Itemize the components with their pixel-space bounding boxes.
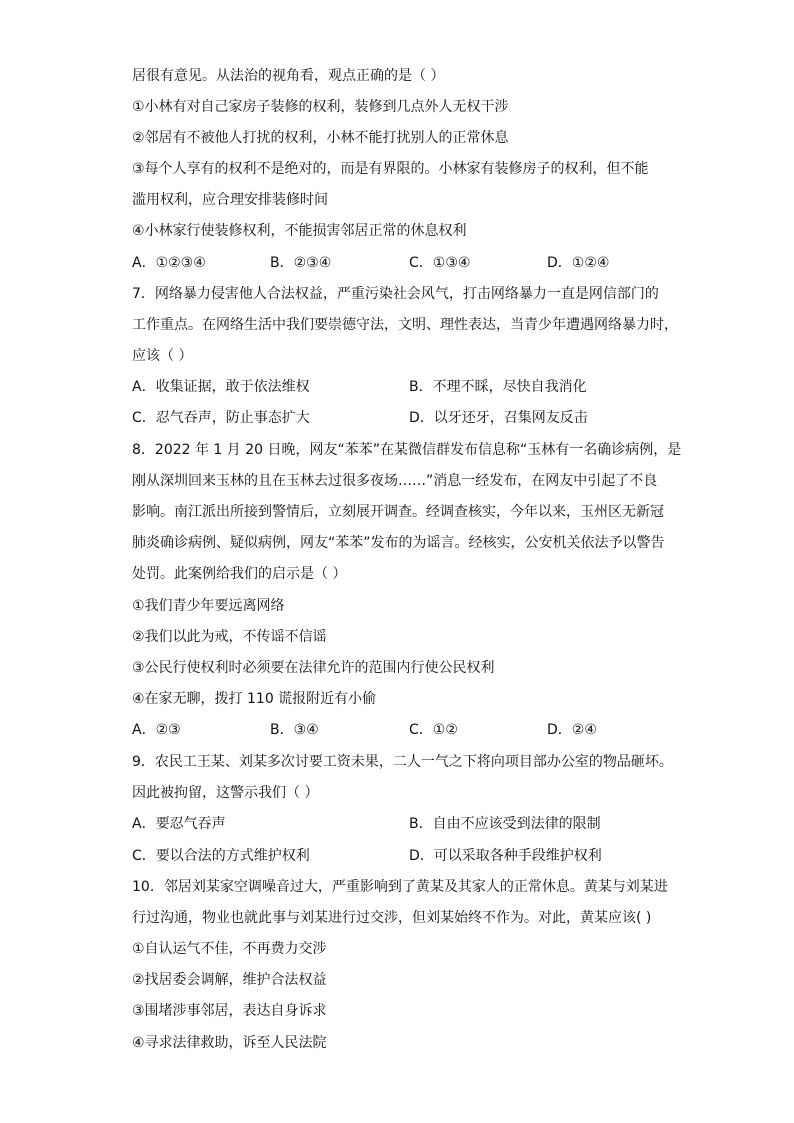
q8-option-a: A．②③ bbox=[132, 722, 181, 738]
q6-option-d: D．①②④ bbox=[547, 255, 610, 271]
q10-statement-1: ①自认运气不佳，不再费力交涉 bbox=[132, 941, 327, 957]
q8-option-d: D．②④ bbox=[547, 722, 597, 738]
q7-stem-line-3: 应该（ ） bbox=[132, 348, 193, 364]
q10-statement-3: ③围堵涉事邻居，表达自身诉求 bbox=[132, 1003, 327, 1019]
q6-option-b: B．②③④ bbox=[270, 255, 332, 271]
q9-stem-line-1: 9．农民工王某、刘某多次讨要工资未果，二人一气之下将向项目部办公室的物品砸坏。 bbox=[132, 754, 673, 770]
q6-option-c: C．①③④ bbox=[409, 255, 471, 271]
q10-stem-line-2: 行过沟通，物业也就此事与刘某进行过交涉，但刘某始终不作为。对此，黄某应该( ) bbox=[132, 910, 652, 926]
q8-stem-line-2: 刚从深圳回来玉林的且在玉林去过很多夜场……”消息一经发布，在网友中引起了不良 bbox=[132, 473, 658, 489]
q8-stem-line-4: 肺炎确诊病例、疑似病例，网友“苯苯”发布的为谣言。经核实，公安机关依法予以警告 bbox=[132, 535, 665, 551]
q7-option-d: D．以牙还牙，召集网友反击 bbox=[409, 410, 588, 426]
q7-stem-line-1: 7．网络暴力侵害他人合法权益，严重污染社会风气，打击网络暴力一直是网信部门的 bbox=[132, 286, 659, 302]
q10-stem-line-1: 10．邻居刘某家空调噪音过大，严重影响到了黄某及其家人的正常休息。黄某与刘某进 bbox=[132, 879, 668, 895]
q8-stem-line-1: 8．2022 年 1 月 20 日晚，网友“苯苯”在某微信群发布信息称“玉林有一名确诊病例，是 bbox=[132, 442, 682, 458]
q7-stem-line-2: 工作重点。在网络生活中我们要崇德守法，文明、理性表达，当青少年遭遇网络暴力时， bbox=[132, 317, 678, 333]
q6-statement-3-cont: 滥用权利，应合理安排装修时间 bbox=[132, 192, 328, 208]
q6-statement-3: ③每个人享有的权利不是绝对的，而是有界限的。小林家有装修房子的权利，但不能 bbox=[132, 161, 649, 177]
q7-option-b: B．不理不睬，尽快自我消化 bbox=[409, 379, 587, 395]
q7-option-c: C．忍气吞声，防止事态扩大 bbox=[132, 410, 310, 426]
q8-stem-line-5: 处罚。此案例给我们的启示是（ ） bbox=[132, 566, 347, 582]
q7-option-a: A．收集证据，敢于依法维权 bbox=[132, 379, 310, 395]
q6-statement-2: ②邻居有不被他人打扰的权利，小林不能打扰别人的正常休息 bbox=[132, 130, 509, 146]
q9-stem-line-2: 因此被拘留，这警示我们（ ） bbox=[132, 785, 319, 801]
q8-stem-line-3: 影响。南江派出所接到警情后，立刻展开调查。经调查核实，今年以来，玉州区无新冠 bbox=[132, 504, 664, 520]
q10-statement-2: ②找居委会调解，维护合法权益 bbox=[132, 972, 327, 988]
q6-statement-4: ④小林家行使装修权利，不能损害邻居正常的休息权利 bbox=[132, 223, 467, 239]
q9-option-b: B．自由不应该受到法律的限制 bbox=[409, 816, 601, 832]
q9-option-d: D．可以采取各种手段维护权利 bbox=[409, 848, 602, 864]
q8-statement-4: ④在家无聊，拨打 110 谎报附近有小偷 bbox=[132, 691, 377, 707]
q8-statement-1: ①我们青少年要远离网络 bbox=[132, 598, 285, 614]
q8-statement-2: ②我们以此为戒，不传谣不信谣 bbox=[132, 629, 327, 645]
q8-statement-3: ③公民行使权利时必须要在法律允许的范围内行使公民权利 bbox=[132, 660, 495, 676]
q10-statement-4: ④寻求法律救助，诉至人民法院 bbox=[132, 1035, 327, 1051]
q6-option-a: A．①②③④ bbox=[132, 255, 206, 271]
q6-statement-1: ①小林有对自己家房子装修的权利，装修到几点外人无权干涉 bbox=[132, 99, 509, 115]
q9-option-c: C．要以合法的方式维护权利 bbox=[132, 848, 310, 864]
q6-stem-tail: 居很有意见。从法治的视角看，观点正确的是（ ） bbox=[132, 68, 445, 84]
q8-option-b: B．③④ bbox=[270, 722, 319, 738]
q9-option-a: A．要忍气吞声 bbox=[132, 816, 226, 832]
q8-option-c: C．①② bbox=[409, 722, 458, 738]
